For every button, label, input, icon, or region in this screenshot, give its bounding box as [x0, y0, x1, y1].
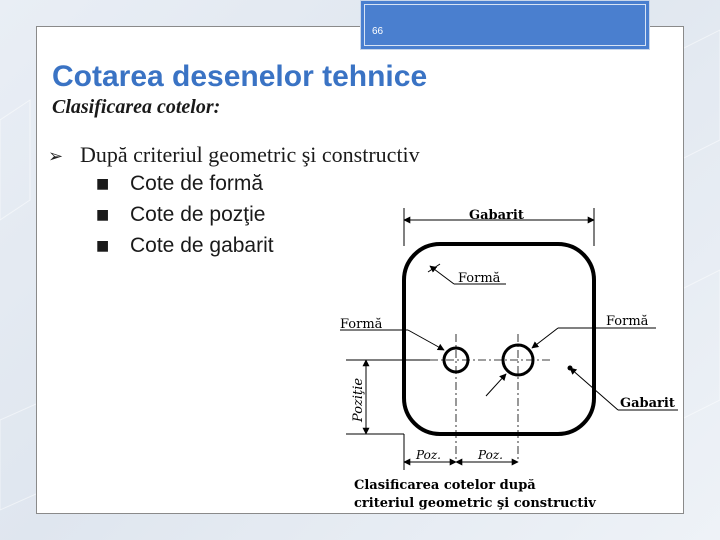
sub-bullet-item — [96, 234, 274, 265]
pozitie-label: Poziţie — [351, 377, 366, 422]
main-bullet-text: După criteriul geometric şi constructiv — [80, 142, 420, 167]
main-bullet — [48, 142, 420, 168]
poz-right-label: Poz. — [478, 448, 503, 462]
sub-bullet-item — [96, 172, 274, 203]
dimensioning-diagram — [326, 200, 686, 516]
sub-bullet-list — [96, 172, 274, 265]
square-bullet-icon: ■ — [96, 176, 110, 192]
forma-right-label: Formă — [606, 314, 649, 329]
sub-bullet-item — [96, 203, 274, 234]
slide-number: 66 — [372, 26, 384, 37]
square-bullet-icon: ■ — [96, 238, 110, 254]
center-lines — [430, 334, 552, 462]
slide-number-box — [360, 0, 650, 50]
arrow-bullet-icon: ➢ — [48, 146, 64, 167]
diagram-caption-line2: criteriul geometric şi constructiv — [354, 496, 596, 511]
sub-bullet-text: Cote de pozţie — [130, 203, 266, 226]
sub-bullet-text: Cote de formă — [130, 172, 264, 195]
forma-right-leader — [486, 328, 656, 396]
poz-left-label: Poz. — [416, 448, 441, 462]
square-bullet-icon: ■ — [96, 207, 110, 223]
slide-subtitle: Clasificarea cotelor: — [52, 96, 221, 118]
gabarit-top-label: Gabarit — [469, 208, 524, 223]
gabarit-right-label: Gabarit — [620, 396, 675, 411]
forma-left-leader — [340, 330, 444, 350]
forma-left-label: Formă — [340, 317, 383, 332]
sub-bullet-text: Cote de gabarit — [130, 234, 274, 257]
slide-title: Cotarea desenelor tehnice — [52, 60, 428, 93]
forma-top-label: Formă — [458, 271, 501, 286]
diagram-caption-line1: Clasificarea cotelor după — [354, 478, 536, 493]
